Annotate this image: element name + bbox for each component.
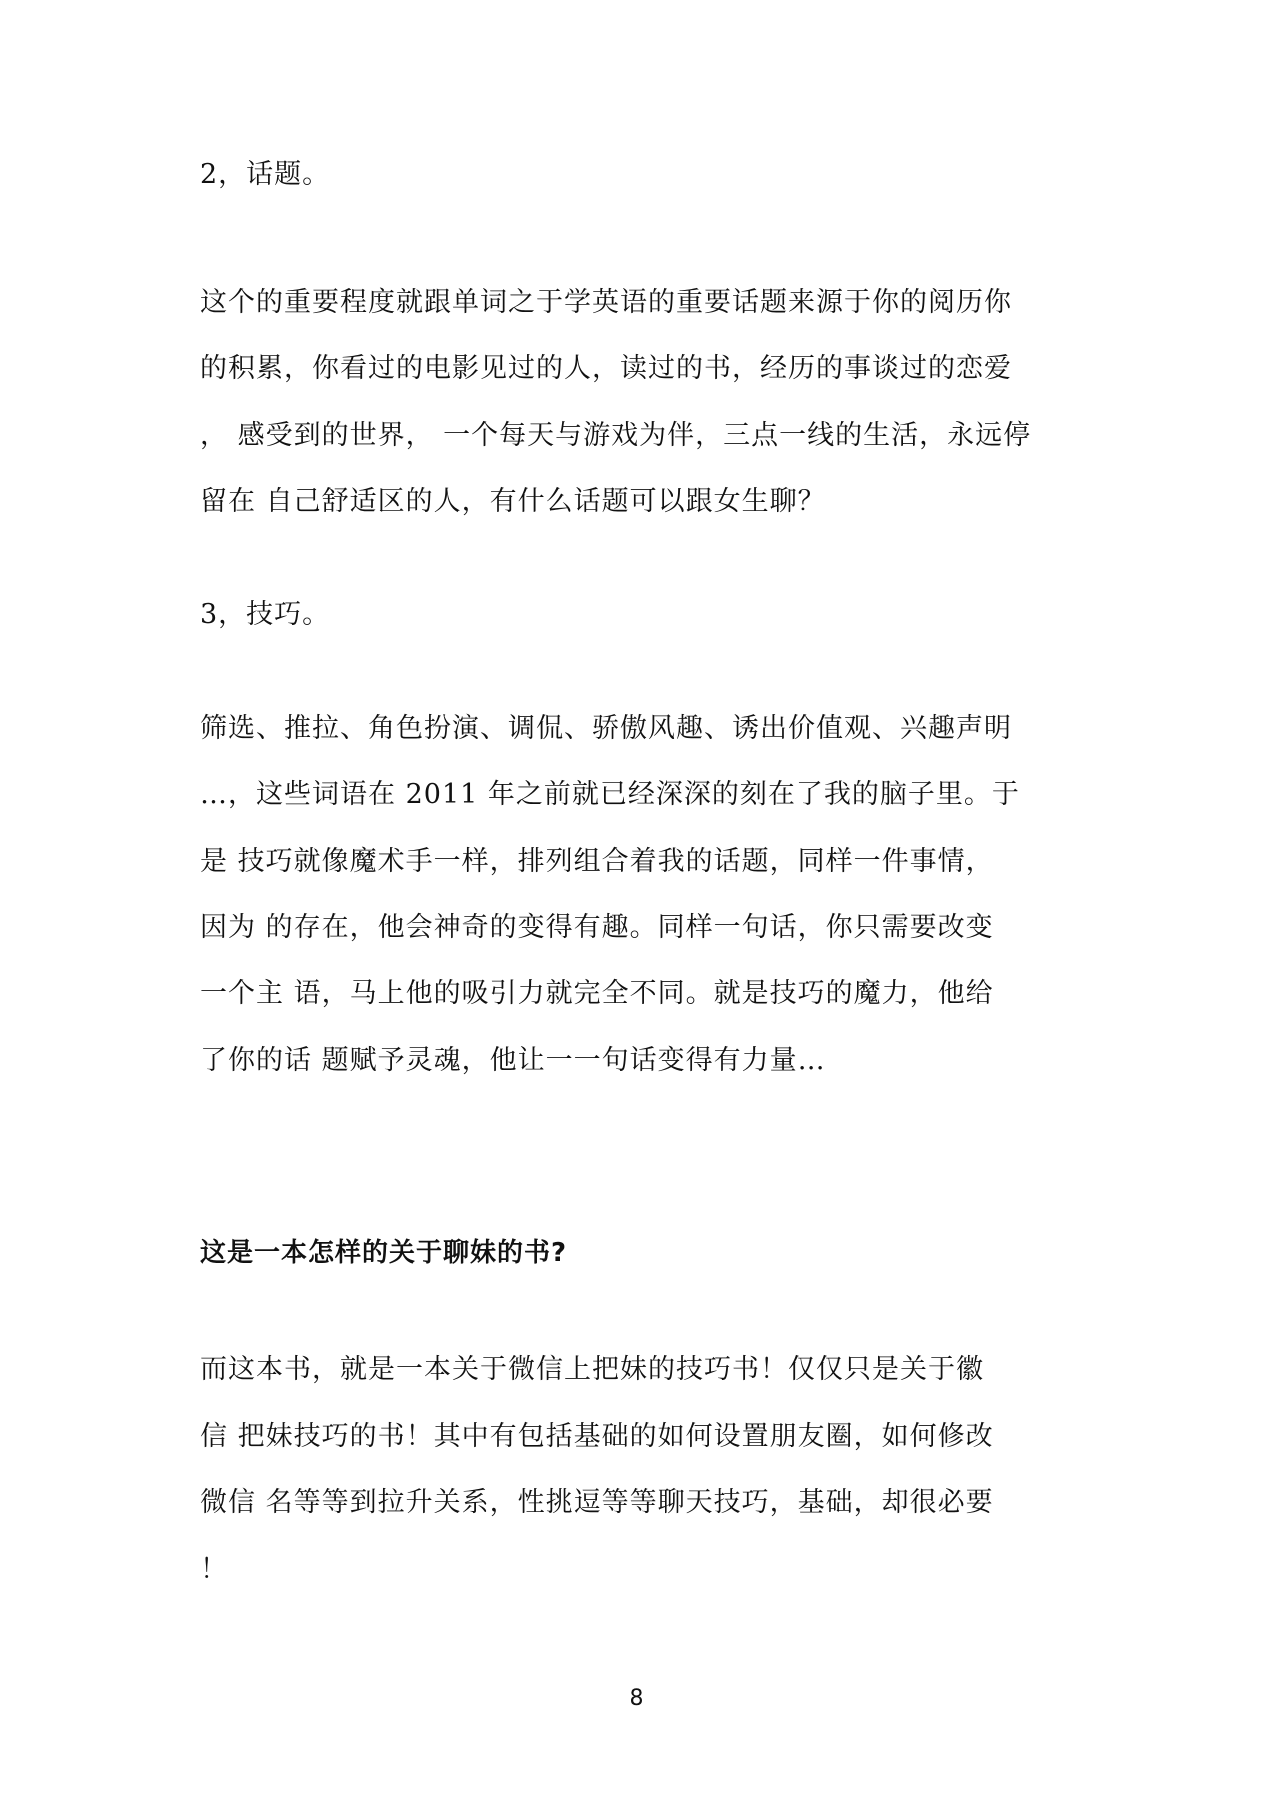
- section-3-title: 3，技巧。: [200, 599, 331, 630]
- book-line-2: 信 把妹技巧的书！其中有包括基础的如何设置朋友圈，如何修改: [200, 1421, 994, 1452]
- section-3-line-4: 因为 的存在，他会神奇的变得有趣。同样一句话，你只需要改变: [200, 912, 994, 943]
- book-line-3: 微信 名等等到拉升关系，性挑逗等等聊天技巧，基础，却很必要: [200, 1487, 994, 1518]
- section-3-line-6: 了你的话 题赋予灵魂，他让一一句话变得有力量…: [200, 1045, 826, 1076]
- page-number: 8: [629, 1686, 644, 1711]
- section-2-line-3: ， 感受到的世界， 一个每天与游戏为伴，三点一线的生活，永远停: [200, 420, 1032, 451]
- section-3-line-1: 筛选、推拉、角色扮演、调侃、骄傲风趣、诱出价值观、兴趣声明: [200, 713, 1012, 744]
- section-3-line-5: 一个主 语，马上他的吸引力就完全不同。就是技巧的魔力，他给: [200, 978, 994, 1009]
- section-3-line-2: …，这些词语在 2011 年之前就已经深深的刻在了我的脑子里。于: [200, 779, 1020, 810]
- section-heading: 这是一本怎样的关于聊妹的书?: [200, 1238, 568, 1268]
- section-3-line-3: 是 技巧就像魔术手一样，排列组合着我的话题，同样一件事情，: [200, 846, 994, 877]
- book-line-1: 而这本书，就是一本关于微信上把妹的技巧书！仅仅只是关于徽: [200, 1354, 984, 1385]
- section-2-line-4: 留在 自己舒适区的人，有什么话题可以跟女生聊？: [200, 486, 826, 517]
- section-2-line-2: 的积累，你看过的电影见过的人，读过的书，经历的事谈过的恋爱: [200, 353, 1012, 384]
- section-2-title: 2，话题。: [200, 159, 331, 190]
- section-2-line-1: 这个的重要程度就跟单词之于学英语的重要话题来源于你的阅历你: [200, 287, 1012, 318]
- book-line-4: ！: [200, 1554, 228, 1585]
